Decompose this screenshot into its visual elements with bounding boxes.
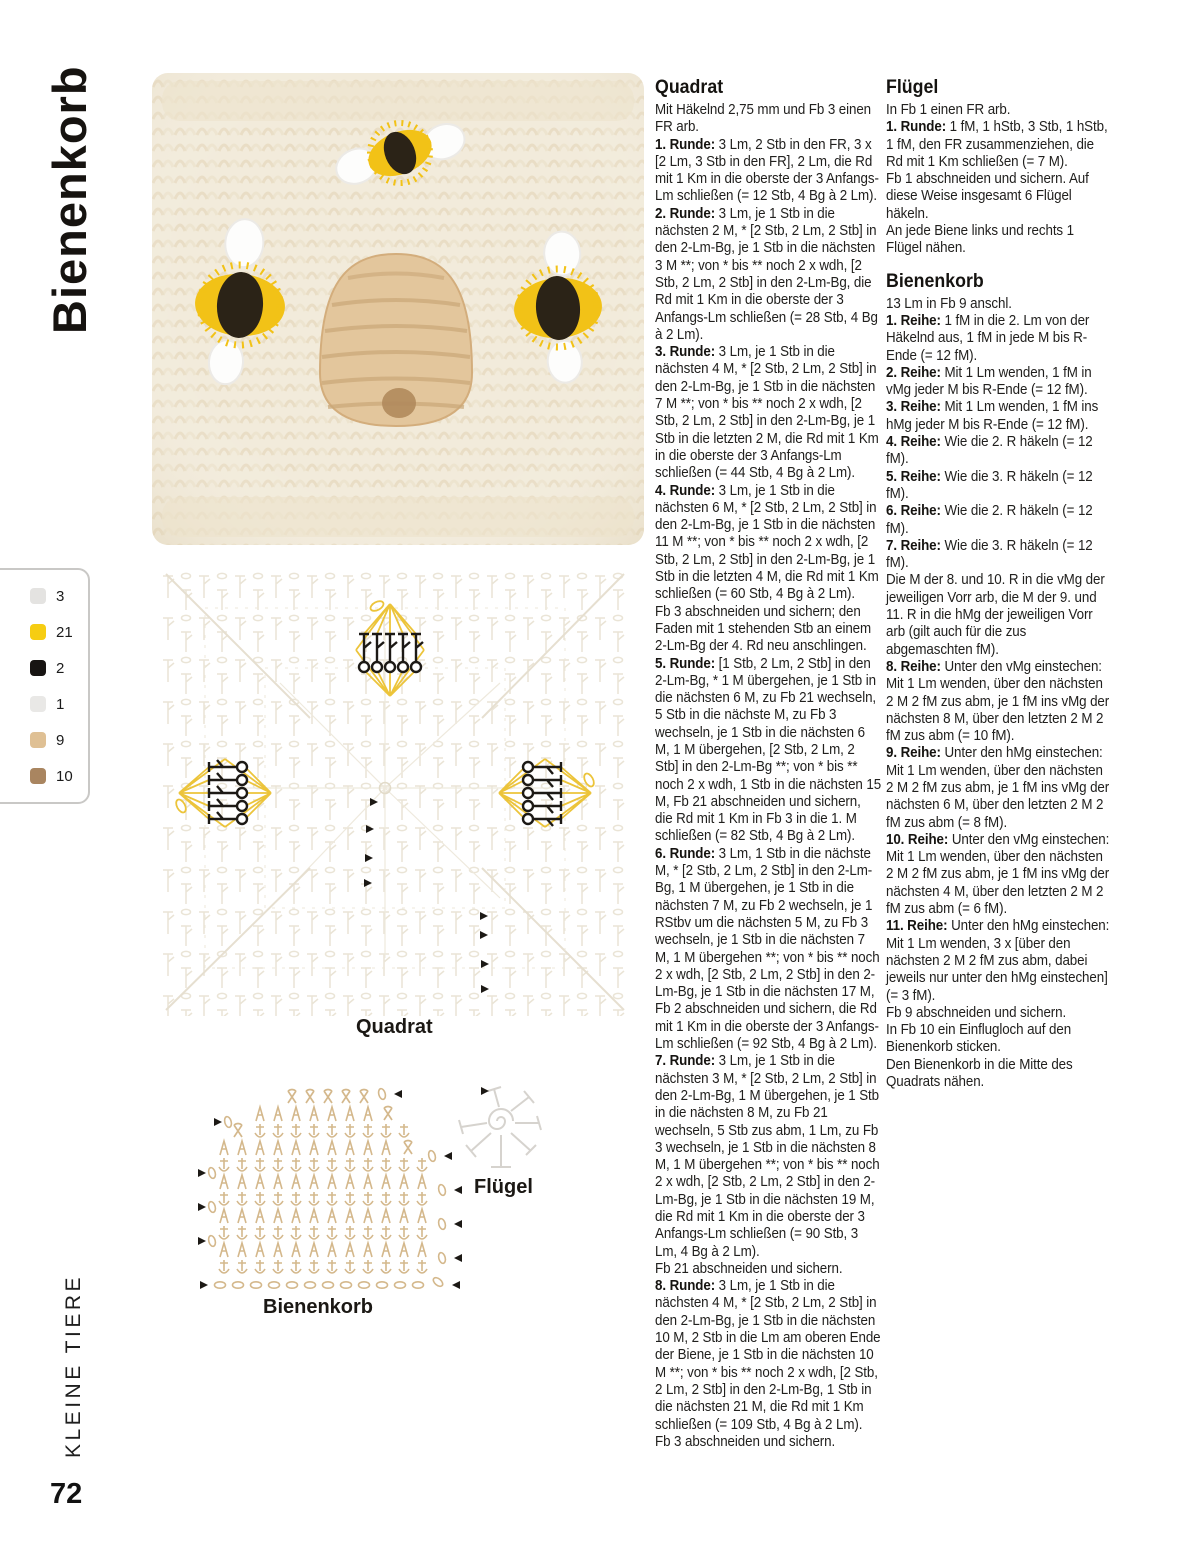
round-label: 1. Runde: xyxy=(655,136,719,153)
color-number: 2 xyxy=(56,659,65,677)
section-heading: Flügel xyxy=(886,77,939,98)
instruction-paragraph: 4. Reihe: Wie die 2. R häkeln (= 12 fM). xyxy=(886,434,1093,468)
page-title: Bienenkorb xyxy=(43,65,96,334)
round-label: 3. Reihe: xyxy=(886,399,945,416)
instruction-paragraph: 6. Runde: 3 Lm, 1 Stb in die nächste M, * [2 Stb, 2 Lm, 2 Stb] in den 2-Lm-Bg, 1 M übergehen, je 1 Stb in die nächsten 7 M, zu Fb 2 wechseln, je 1 RStbv um die nächsten 5 M, zu Fb 3 wechseln, je 1 Stb in die nächsten 7 M, 1 M übergehen **; von * bis ** noch 2 x wdh, [2 Stb, 2 Lm, 2 Stb] in den 2-Lm-Bg, je 1 Stb in die nächsten 17 M, Fb 2 abschneiden und sichern, die Rd mit 1 Km in die oberste der 3 Anfangs-Lm schließen (= 92 Stb, 4 Bg à 2 Lm). xyxy=(655,845,880,1053)
instruction-paragraph: 7. Reihe: Wie die 3. R häkeln (= 12 fM). xyxy=(886,537,1093,572)
round-label: 6. Reihe: xyxy=(886,503,945,520)
fluegel-chart xyxy=(443,1083,558,1183)
color-swatch xyxy=(30,660,46,676)
legend-item xyxy=(30,732,88,748)
round-label: 1. Reihe: xyxy=(886,312,945,329)
legend-item xyxy=(30,588,88,604)
instruction-paragraph: An jede Biene links und rechts 1 Flügel nähen. xyxy=(886,223,1074,257)
instruction-paragraph: Fb 3 abschneiden und sichern; den Faden mit 1 stehenden Stb an einem 2-Lm-Bg der 4. Rd neu anschlingen. xyxy=(655,603,872,655)
chapter-section-label: KLEINE TIERE xyxy=(62,1274,85,1458)
color-legend-list xyxy=(30,588,88,784)
instruction-paragraph: 8. Reihe: Unter den vMg einstechen: Mit 1 Lm wenden, über den nächsten 2 M 2 fM zus abm, je 1 fM ins vMg der nächsten 8 M, über den letzten 2 M 2 fM zus abm (= 10 fM). xyxy=(886,658,1110,745)
page-number: 72 xyxy=(50,1478,83,1510)
round-label: 8. Reihe: xyxy=(886,658,945,675)
color-swatch xyxy=(30,732,46,748)
photo-illustration xyxy=(152,73,644,545)
instruction-paragraph: 2. Runde: 3 Lm, je 1 Stb in die nächsten 2 M, * [2 Stb, 2 Lm, 2 Stb] in den 2-Lm-Bg, je 1 Stb in die nächsten 3 M **; von * bis ** noch 2 x wdh, [2 Stb, 2 Lm, 2 Stb] in den 2-Lm-Bg, die Rd mit 1 Km in die oberste der 3 Anfangs-Lm schließen (= 28 Stb, 4 Bg à 2 Lm). xyxy=(655,205,878,343)
instruction-paragraph: Den Bienenkorb in die Mitte des Quadrats nähen. xyxy=(886,1056,1073,1091)
instruction-paragraph: 7. Runde: 3 Lm, je 1 Stb in die nächsten 3 M, * [2 Stb, 2 Lm, 2 Stb] in den 2-Lm-Bg, 1 M übergehen, je 1 Stb in die nächsten 8 M, zu Fb 21 wechseln, 5 Stb zus abm, 1 Lm, zu Fb 3 wechseln, je 1 Stb in die nächsten 8 M, 1 M übergehen **; von * bis ** noch 2 x wdh, [2 Stb, 2 Lm, 2 Stb] in den 2-Lm-Bg, je 1 Stb in die nächsten 19 M, die Rd mit 1 Km in die oberste der 3 Anfangs-Lm schließen (= 90 Stb, 3 Lm, 4 Bg à 2 Lm). xyxy=(655,1053,880,1260)
instruction-paragraph: Fb 9 abschneiden und sichern. xyxy=(886,1004,1067,1021)
bienenkorb-chart xyxy=(198,1072,470,1302)
instruction-paragraph: Die M der 8. und 10. R in die vMg der jeweiligen Vorr arb, die M der 9. und 11. R in die hMg der jeweiligen Vorr arb (gilt auch für die zus abgemaschten fM). xyxy=(886,572,1105,658)
instruction-paragraph: 8. Runde: 3 Lm, je 1 Stb in die nächsten 4 M, * [2 Stb, 2 Lm, 2 Stb] in den 2-Lm-Bg, je 1 Stb in die nächsten 10 M, 2 Stb in die Lm am oberen Ende der Biene, je 1 Stb in die nächsten 10 M **; von * bis ** noch 2 x wdh, [2 Stb, 2 Lm, 2 Stb] in den 2-Lm-Bg, 1 Stb in die nächsten 21 M, die Rd mit 1 Km schließen (= 109 Stb, 4 Bg à 2 Lm). xyxy=(655,1278,881,1433)
color-number: 3 xyxy=(56,587,65,605)
color-swatch xyxy=(30,624,46,640)
round-label: 8. Runde: xyxy=(655,1278,719,1295)
instruction-paragraph: In Fb 1 einen FR arb. xyxy=(886,102,1011,118)
color-swatch xyxy=(30,588,46,604)
legend-item xyxy=(30,660,88,676)
round-label: 7. Runde: xyxy=(655,1053,719,1070)
round-label: 9. Reihe: xyxy=(886,745,945,762)
round-label: 2. Runde: xyxy=(655,205,719,222)
round-label: 3. Runde: xyxy=(655,344,719,361)
instruction-paragraph: 10. Reihe: Unter den vMg einstechen: Mit 1 Lm wenden, über den nächsten 2 M 2 fM zus abm, je 1 fM ins vMg der nächsten 4 M, über den letzten 2 M 2 fM zus abm (= 6 fM). xyxy=(886,831,1110,918)
instructions-column-left xyxy=(655,77,881,1451)
instruction-paragraph: 3. Reihe: Mit 1 Lm wenden, 1 fM ins hMg jeder M bis R-Ende (= 12 fM). xyxy=(886,399,1099,433)
quadrat-chart xyxy=(160,568,630,1016)
instruction-paragraph: 5. Reihe: Wie die 3. R häkeln (= 12 fM). xyxy=(886,468,1093,502)
color-swatch xyxy=(30,696,46,712)
round-label: 5. Runde: xyxy=(655,655,719,672)
instruction-paragraph: 3. Runde: 3 Lm, je 1 Stb in die nächsten 4 M, * [2 Stb, 2 Lm, 2 Stb] in den 2-Lm-Bg, je 1 Stb in die nächsten 7 M **; von * bis ** noch 2 x wdh, [2 Stb, 2 Lm, 2 Stb] in den 2-Lm-Bg, je 1 Stb in die letzten 2 M, die Rd mit 1 Km in die oberste der 3 Anfangs-Lm schließen (= 44 Stb, 4 Bg à 2 Lm). xyxy=(655,344,879,482)
legend-item xyxy=(30,696,88,712)
instruction-paragraph: Mit Häkelnd 2,75 mm und Fb 3 einen FR arb. xyxy=(655,102,872,136)
color-number: 1 xyxy=(56,695,65,713)
round-label: 10. Reihe: xyxy=(886,831,952,848)
instruction-paragraph: 1. Runde: 1 fM, 1 hStb, 3 Stb, 1 hStb, 1 fM, den FR zusammenziehen, die Rd mit 1 Km schließen (= 7 M). xyxy=(886,119,1108,170)
round-label: 11. Reihe: xyxy=(886,918,952,935)
beehive-motif xyxy=(320,254,472,426)
round-label: 4. Runde: xyxy=(655,482,719,499)
instruction-paragraph: 6. Reihe: Wie die 2. R häkeln (= 12 fM). xyxy=(886,503,1093,537)
round-label: 2. Reihe: xyxy=(886,364,945,381)
instruction-paragraph: 9. Reihe: Unter den hMg einstechen: Mit 1 Lm wenden, über den nächsten 2 M 2 fM zus abm, je 1 fM ins vMg der nächsten 6 M, über den letzten 2 M 2 fM zus abm (= 8 fM). xyxy=(886,745,1110,831)
instruction-paragraph: 11. Reihe: Unter den hMg einstechen: Mit 1 Lm wenden, 3 x [über den nächsten 2 M 2 fM zus abm, dabei jeweils nur unter den hMg einstechen] (= 3 fM). xyxy=(886,918,1110,1004)
instruction-paragraph: Fb 3 abschneiden und sichern. xyxy=(655,1433,836,1450)
round-label: 4. Reihe: xyxy=(886,434,945,451)
color-number: 9 xyxy=(56,731,65,749)
color-number: 10 xyxy=(56,767,73,785)
round-label: 5. Reihe: xyxy=(886,468,945,485)
instruction-paragraph: 1. Reihe: 1 fM in die 2. Lm von der Häkelnd aus, 1 fM in jede M bis R-Ende (= 12 fM). xyxy=(886,312,1090,364)
fluegel-chart-label: Flügel xyxy=(474,1176,533,1198)
instructions-column-right xyxy=(886,77,1112,1091)
instruction-paragraph: 4. Runde: 3 Lm, je 1 Stb in die nächsten 6 M, * [2 Stb, 2 Lm, 2 Stb] in den 2-Lm-Bg, je 1 Stb in die nächsten 11 M **; von * bis ** noch 2 x wdh, [2 Stb, 2 Lm, 2 Stb] in den 2-Lm-Bg, je 1 Stb in die letzten 4 M, die Rd mit 1 Km schließen (= 60 Stb, 4 Bg à 2 Lm). xyxy=(655,482,879,603)
instruction-paragraph: 13 Lm in Fb 9 anschl. xyxy=(886,295,1012,312)
yarn-color-legend xyxy=(0,568,90,804)
section-heading: Quadrat xyxy=(655,77,724,98)
legend-item xyxy=(30,768,88,784)
instruction-paragraph: 5. Runde: [1 Stb, 2 Lm, 2 Stb] in den 2-Lm-Bg, * 1 M übergehen, je 1 Stb in die nächsten 6 M, zu Fb 21 wechseln, 5 Stb in die nächste M, zu Fb 3 wechseln, je 1 Stb in die nächsten 6 M, 1 M übergehen, [2 Stb, 2 Lm, 2 Stb] in den 2-Lm-Bg **; von * bis ** noch 2 x wdh, 1 Stb in die nächsten 15 M, Fb 21 abschneiden und sichern, die Rd mit 1 Km in Fb 3 in die 1. M schließen (= 82 Stb, 4 Bg à 2 Lm). xyxy=(655,655,882,845)
section-heading: Bienenkorb xyxy=(886,270,984,292)
instruction-paragraph: Fb 21 abschneiden und sichern. xyxy=(655,1260,843,1277)
round-label: 1. Runde: xyxy=(886,119,950,136)
legend-item xyxy=(30,624,88,640)
instruction-paragraph: 2. Reihe: Mit 1 Lm wenden, 1 fM in vMg jeder M bis R-Ende (= 12 fM). xyxy=(886,364,1092,399)
instruction-paragraph: Fb 1 abschneiden und sichern. Auf diese Weise insgesamt 6 Flügel häkeln. xyxy=(886,171,1089,222)
round-label: 6. Runde: xyxy=(655,845,719,862)
color-swatch xyxy=(30,768,46,784)
instruction-paragraph: 1. Runde: 3 Lm, 2 Stb in den FR, 3 x [2 Lm, 3 Stb in den FR], 2 Lm, die Rd mit 1 Km in die oberste der 3 Anfangs-Lm schließen (= 12 Stb, 4 Bg à 2 Lm). xyxy=(655,136,879,205)
instruction-paragraph: In Fb 10 ein Einflugloch auf den Bienenkorb sticken. xyxy=(886,1022,1072,1056)
photo-crocheted-square xyxy=(152,73,644,545)
color-number: 21 xyxy=(56,623,73,641)
bienenkorb-chart-label: Bienenkorb xyxy=(263,1296,374,1318)
round-label: 7. Reihe: xyxy=(886,537,945,554)
quadrat-chart-label: Quadrat xyxy=(356,1016,433,1038)
